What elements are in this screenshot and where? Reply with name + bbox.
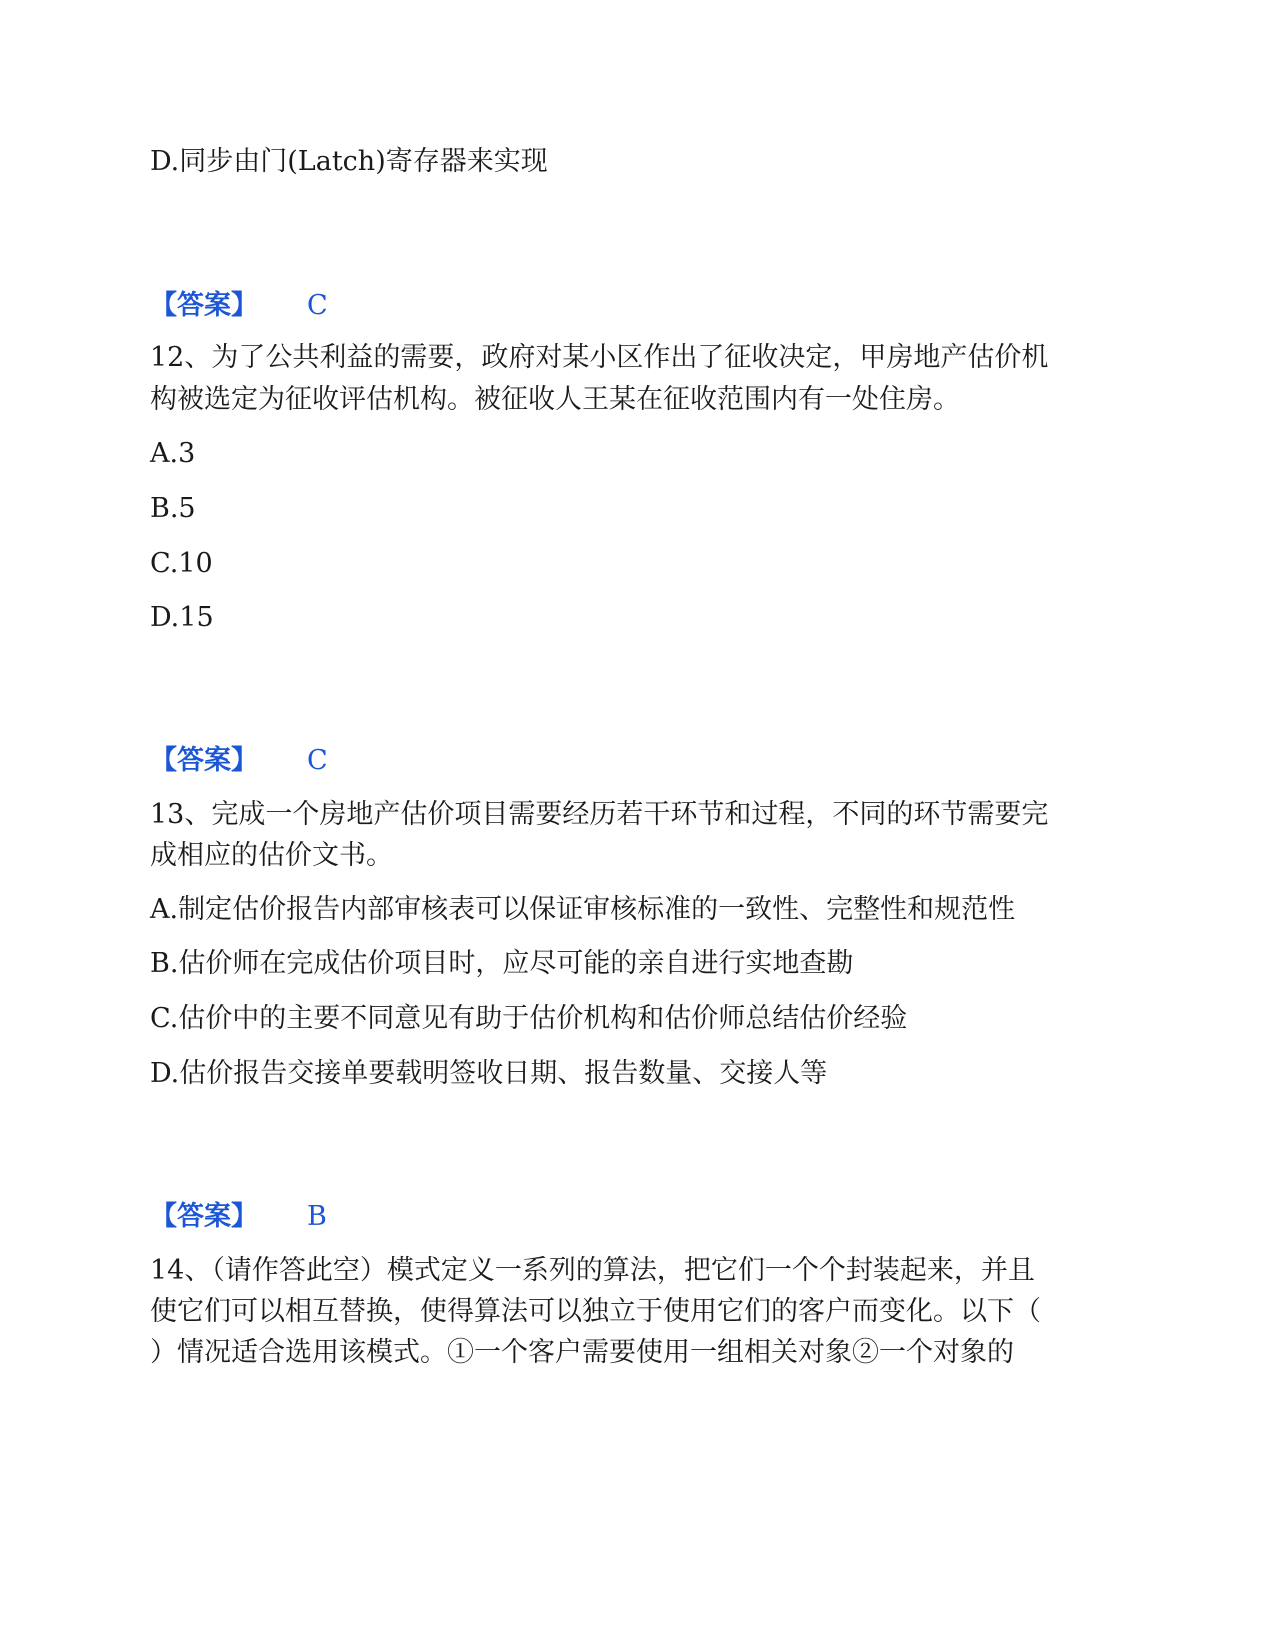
answer-11 [150,288,328,324]
q13-option-c: C.估价中的主要不同意见有助于估价机构和估价师总结估价经验 [150,1003,908,1034]
answer-13 [150,1199,327,1235]
q12-option-d: D.15 [150,602,214,633]
answer-12 [150,743,328,779]
answer-label: 【答案】 [150,1201,258,1232]
answer-label: 【答案】 [150,290,258,321]
q12-option-a: A.3 [150,438,196,469]
q12-stem-line1: 12、为了公共利益的需要，政府对某小区作出了征收决定，甲房地产估价机 [150,342,1049,373]
q13-option-a: A.制定估价报告内部审核表可以保证审核标准的一致性、完整性和规范性 [150,894,1016,925]
q14-stem-line3: ）情况适合选用该模式。①一个客户需要使用一组相关对象②一个对象的 [150,1337,1014,1368]
q13-stem-line1: 13、完成一个房地产估价项目需要经历若干环节和过程，不同的环节需要完 [150,799,1049,830]
q12-stem-line2: 构被选定为征收评估机构。被征收人王某在征收范围内有一处住房。 [150,384,960,415]
answer-value: C [307,745,328,776]
answer-value: C [307,290,328,321]
q13-stem-line2: 成相应的估价文书。 [150,840,393,871]
q13-option-d: D.估价报告交接单要载明签收日期、报告数量、交接人等 [150,1058,828,1089]
answer-label: 【答案】 [150,745,258,776]
answer-value: B [307,1201,327,1232]
q11-option-d: D.同步由门(Latch)寄存器来实现 [150,146,548,177]
q13-option-b: B.估价师在完成估价项目时，应尽可能的亲自进行实地查勘 [150,948,854,979]
q14-stem-line1: 14、（请作答此空）模式定义一系列的算法，把它们一个个封装起来，并且 [150,1255,1035,1286]
q14-stem-line2: 使它们可以相互替换，使得算法可以独立于使用它们的客户而变化。以下（ [150,1296,1041,1327]
q12-option-b: B.5 [150,493,196,524]
q12-option-c: C.10 [150,548,213,579]
